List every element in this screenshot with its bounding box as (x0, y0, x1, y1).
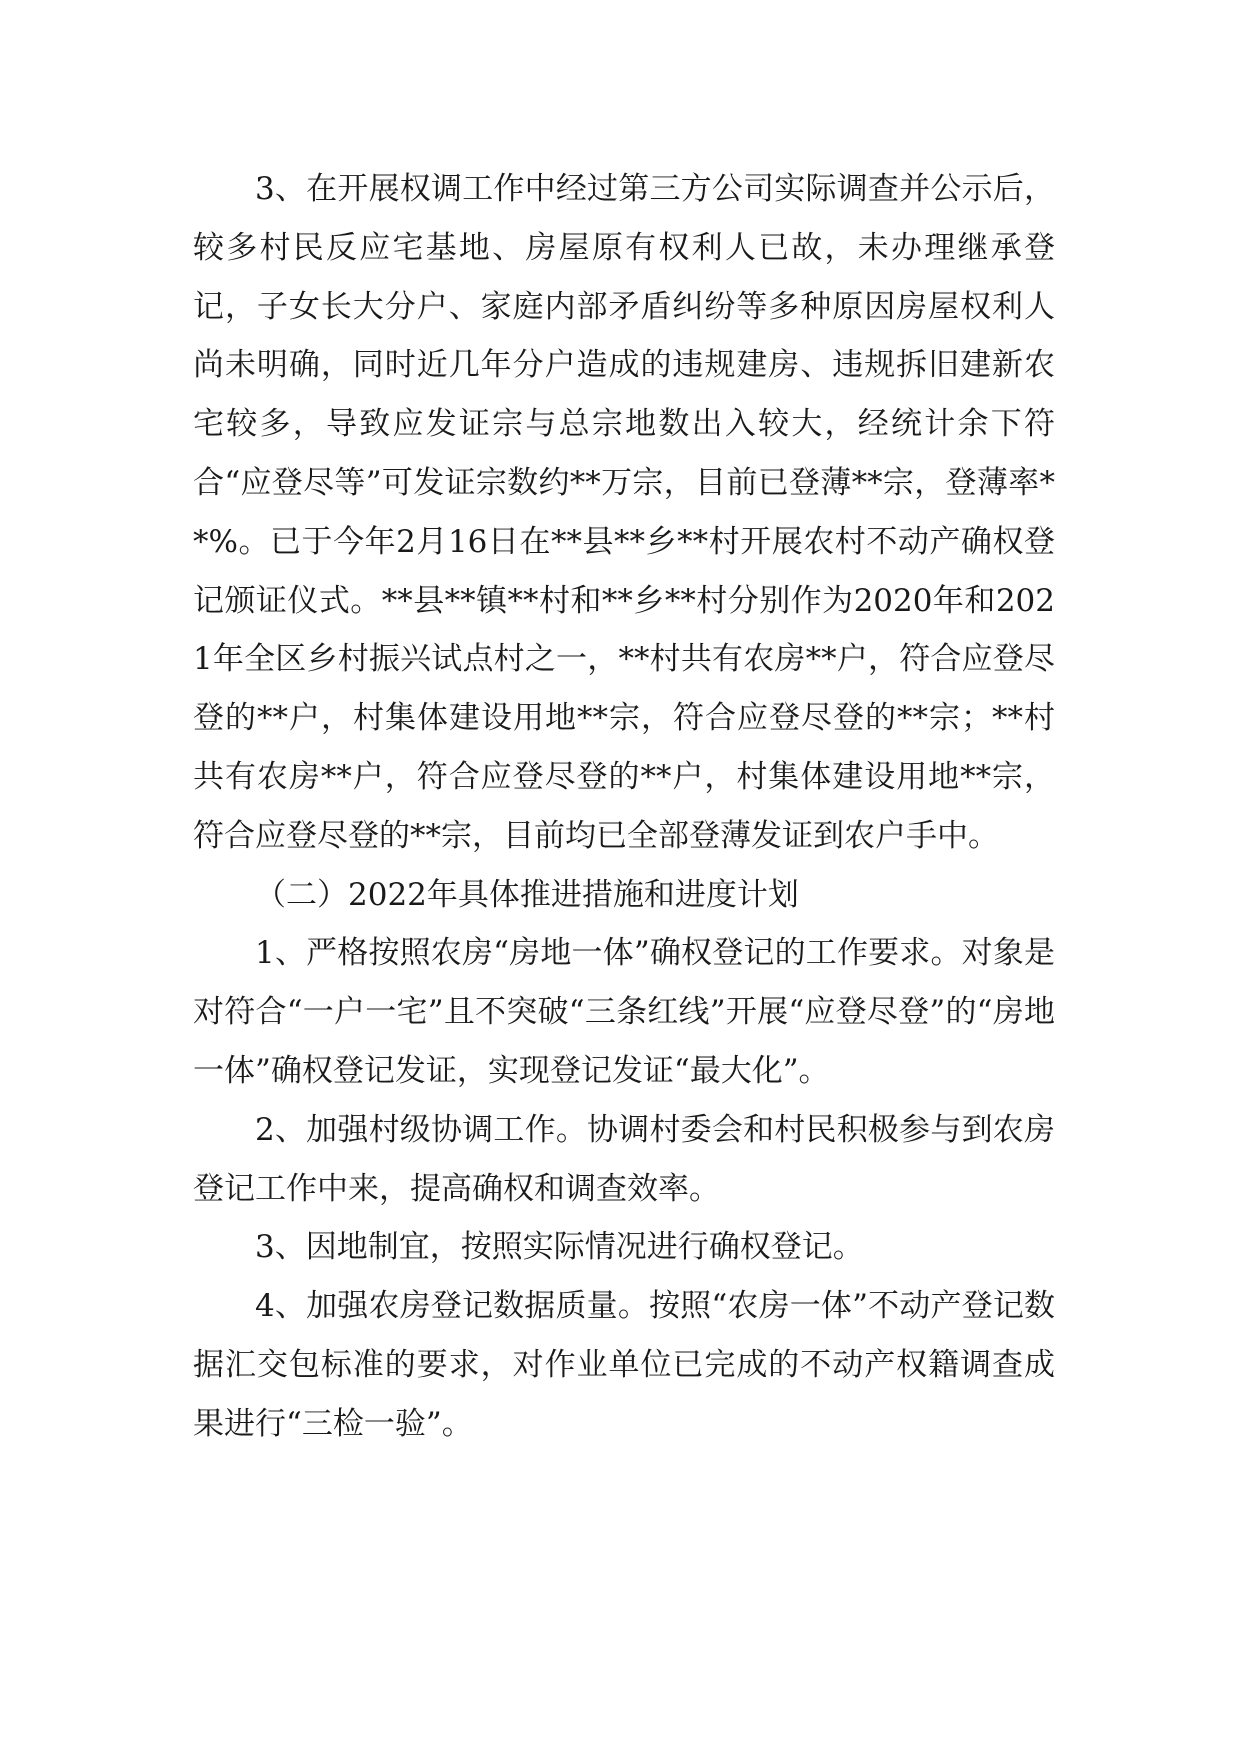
paragraph-item-3-status: 3、在开展权调工作中经过第三方公司实际调查并公示后，较多村民反应宅基地、房屋原有权利人已故，未办理继承登记，子女长大分户、家庭内部矛盾纠纷等多种原因房屋权利人尚未明确，同时近几年分户造成的违规建房、违规拆旧建新农宅较多，导致应发证宗与总宗地数出入较大，经统计余下符合“应登尽等”可发证宗数约**万宗，目前已登薄**宗，登薄率**%。已于今年2月16日在**县**乡**村开展农村不动产确权登记颁证仪式。**县**镇**村和**乡**村分别作为2020年和2021年全区乡村振兴试点村之一，**村共有农房**户，符合应登尽登的**户，村集体建设用地**宗，符合应登尽登的**宗；**村共有农房**户，符合应登尽登的**户，村集体建设用地**宗，符合应登尽登的**宗，目前均已全部登薄发证到农户手中。 (193, 171, 1055, 854)
measure-item-3: 3、因地制宜，按照实际情况进行确权登记。 (255, 1229, 864, 1266)
measure-item-2: 2、加强村级协调工作。协调村委会和村民积极参与到农房登记工作中来，提高确权和调查效率。 (193, 1111, 1055, 1207)
section-heading-2022-plan: （二）2022年具体推进措施和进度计划 (255, 876, 799, 913)
measure-item-1: 1、严格按照农房“房地一体”确权登记的工作要求。对象是对符合“一户一宅”且不突破“三条红线”开展“应登尽登”的“房地一体”确权登记发证，实现登记发证“最大化”。 (193, 935, 1055, 1089)
measure-item-4: 4、加强农房登记数据质量。按照“农房一体”不动产登记数据汇交包标准的要求，对作业单位已完成的不动产权籍调查成果进行“三检一验”。 (193, 1288, 1055, 1442)
document-body (193, 160, 1055, 1454)
